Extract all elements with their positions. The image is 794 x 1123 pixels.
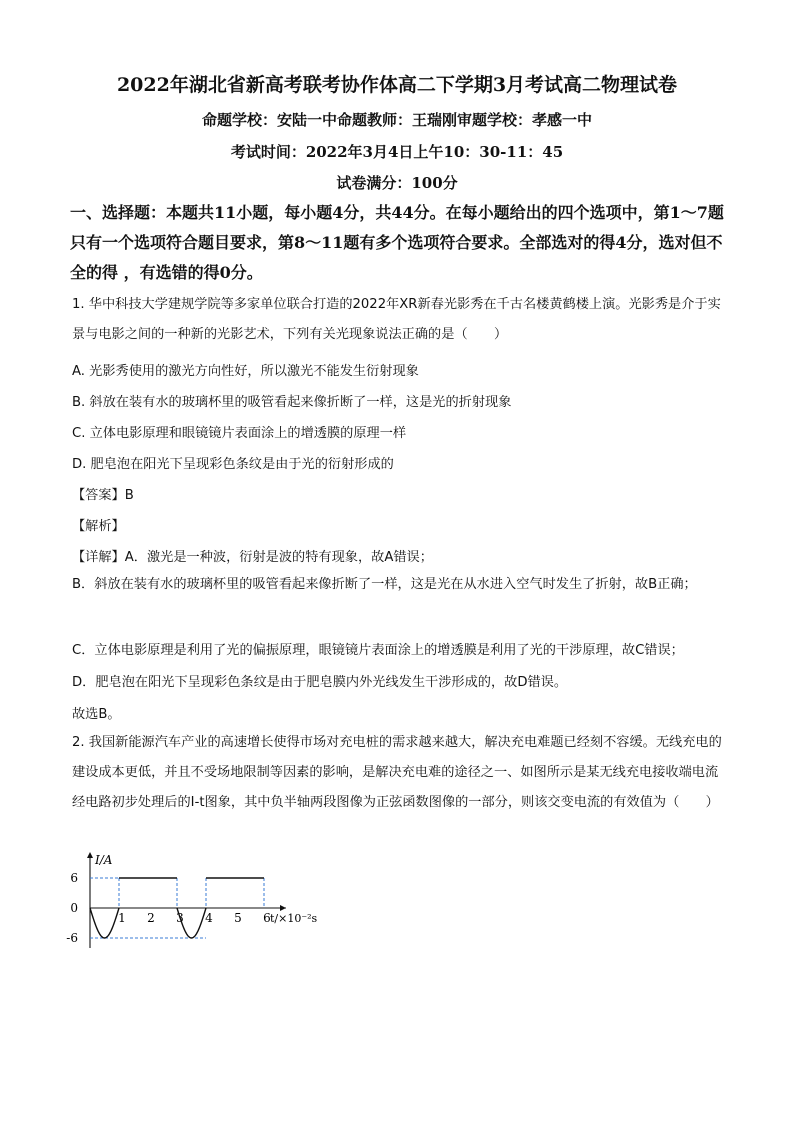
q2-stem: 2. 我国新能源汽车产业的高速增长使得市场对充电桩的需求越来越大，解决充电难题已经刻不容缓。无线充电的建设成本更低，并且不受场地限制等因素的影响，是解决充电难的途径之一、如图所示是某无线充电接收端电流经电路初步处理后的I-t图象，其中负半轴两段图像为正弦函数图像的一部分，则该交变电流的有效值为（ ）	[72, 735, 722, 810]
meta-score: 试卷满分：100分	[336, 174, 458, 192]
x-tick-label: 1	[118, 911, 126, 925]
x-tick-label: 6	[263, 911, 271, 925]
y-axis-label: I/A	[95, 853, 113, 867]
q1-analysis-label: 【解析】	[72, 519, 125, 534]
meta-time: 考试时间：2022年3月4日上午10：30-11：45	[230, 143, 564, 161]
y-tick-label: 0	[70, 901, 78, 915]
x-axis-label: t/×10⁻²s	[270, 912, 318, 925]
q1-stem: 1. 华中科技大学建规学院等多家单位联合打造的2022年XR新春光影秀在千古名楼黄鹤楼上演。光影秀是介于实景与电影之间的一种新的光影艺术，下列有关光现象说法正确的是（ ）	[72, 297, 721, 342]
section-heading: 一、选择题：本题共11小题，每小题4分，共44分。在每小题给出的四个选项中，第1～7题只有一个选项符合题目要求，第8～11题有多个选项符合要求。全部选对的得4分，选对但不全的得 ，有选错的得0分。	[70, 203, 724, 282]
x-tick-label: 4	[205, 911, 213, 925]
q1-option-d: D. 肥皂泡在阳光下呈现彩色条纹是由于光的衍射形成的	[72, 457, 394, 472]
x-tick-label: 5	[234, 911, 242, 925]
q1-detail-a: 【详解】A．激光是一种波，衍射是波的特有现象，故A错误；	[72, 550, 433, 565]
q1-option-c: C. 立体电影原理和眼镜镜片表面涂上的增透膜的原理一样	[72, 426, 407, 441]
q1-conclusion: 故选B。	[72, 707, 121, 722]
x-tick-label: 3	[176, 911, 184, 925]
series-segment	[90, 908, 119, 938]
q1-detail-c: C．立体电影原理是利用了光的偏振原理，眼镜镜片表面涂上的增透膜是利用了光的干涉原理，故C错误；	[72, 643, 684, 658]
y-tick-label: -6	[66, 931, 78, 945]
y-tick-label: 6	[70, 871, 78, 885]
q1-option-a: A. 光影秀使用的激光方向性好，所以激光不能发生衍射现象	[72, 364, 419, 379]
q1-option-b: B. 斜放在装有水的玻璃杯里的吸管看起来像折断了一样，这是光的折射现象	[72, 395, 512, 410]
q1-answer: 【答案】B	[72, 488, 134, 503]
x-tick-label: 2	[147, 911, 155, 925]
current-time-chart	[60, 850, 330, 955]
meta-schools: 命题学校：安陆一中命题教师：王瑞刚审题学校：孝感一中	[201, 111, 592, 129]
page-title: 2022年湖北省新高考联考协作体高二下学期3月考试高二物理试卷	[116, 74, 678, 96]
x-axis-arrow	[280, 905, 286, 911]
y-axis-arrow	[87, 852, 93, 858]
q1-detail-d: D．肥皂泡在阳光下呈现彩色条纹是由于肥皂膜内外光线发生干涉形成的，故D错误。	[72, 675, 568, 690]
q1-detail-b: B．斜放在装有水的玻璃杯里的吸管看起来像折断了一样，这是光在从水进入空气时发生了折射，故B正确；	[72, 577, 697, 592]
